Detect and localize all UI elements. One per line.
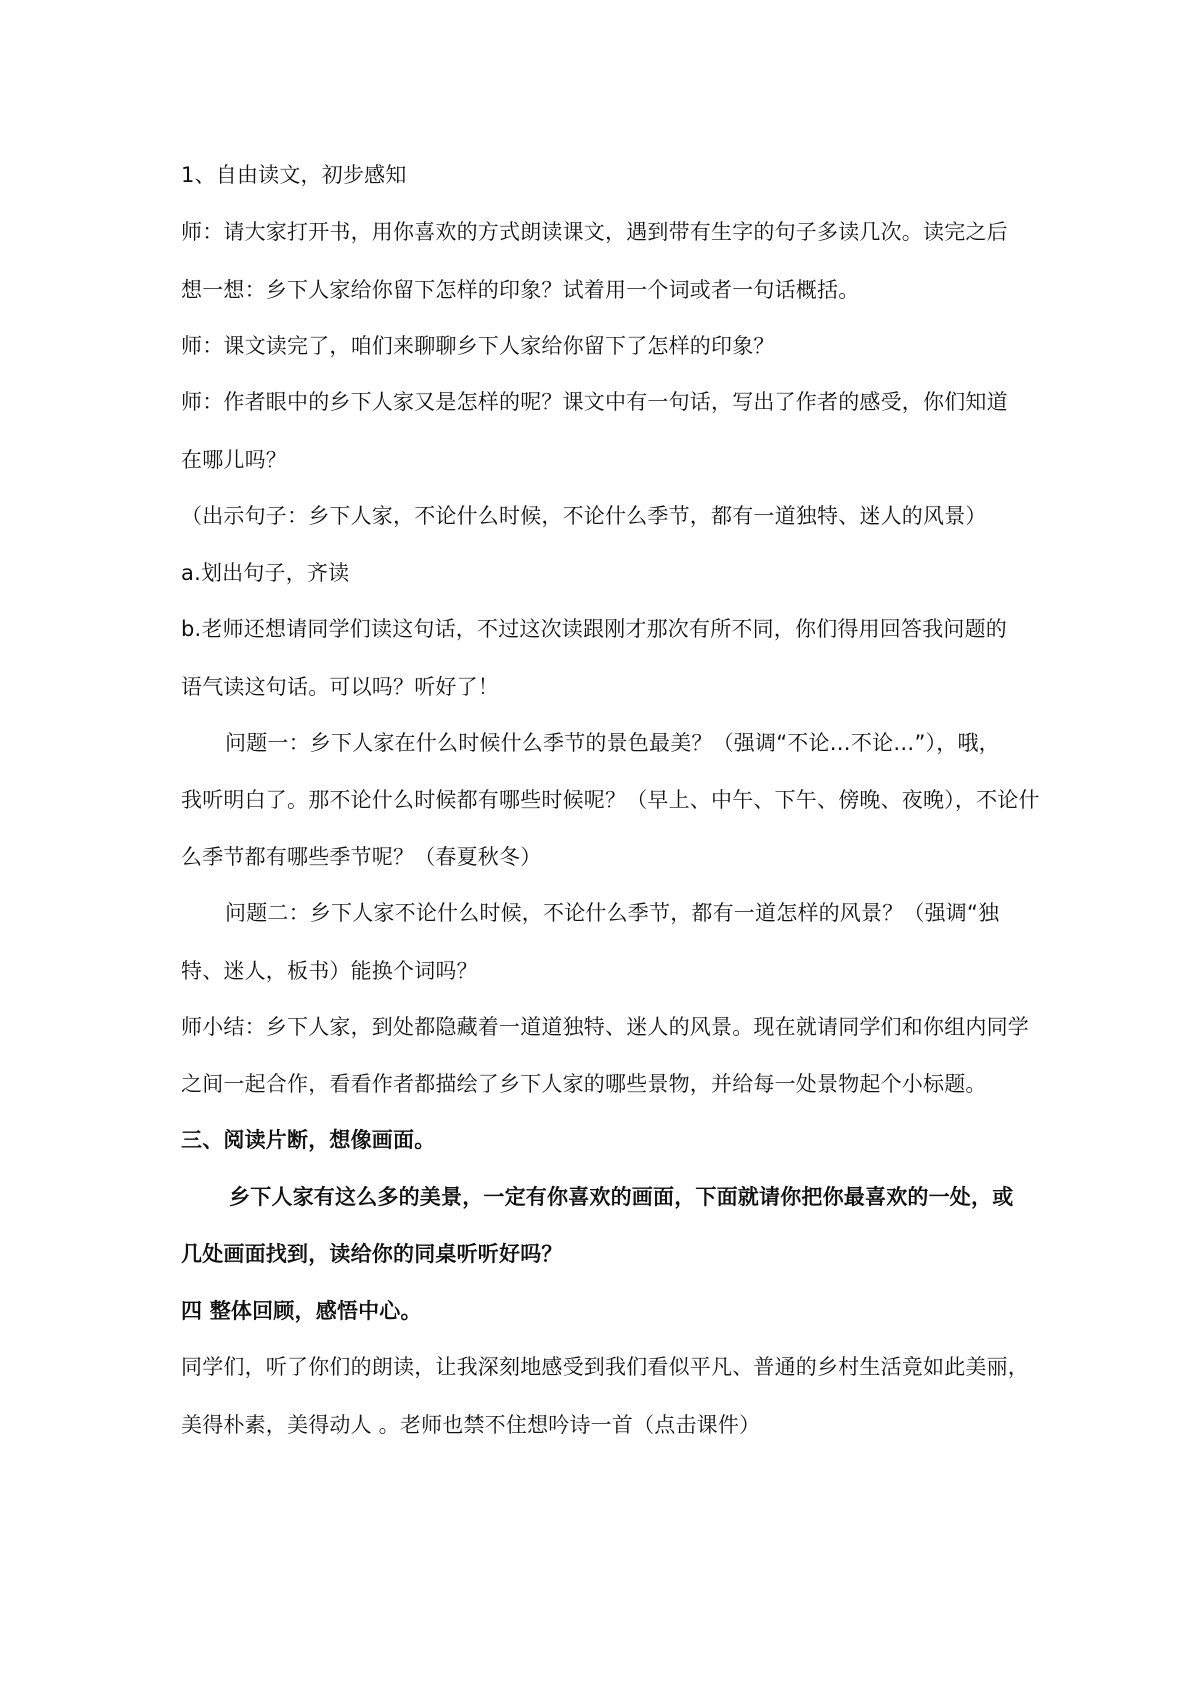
teacher-question-author-line-2: 在哪儿吗？ <box>181 448 287 472</box>
question-two-line-1: 问题二：乡下人家不论什么时候，不论什么季节，都有一道怎样的风景？（强调“独 <box>225 901 1000 925</box>
teacher-summary-line-1: 师小结：乡下人家，到处都隐藏着一道道独特、迷人的风景。现在就请同学们和你组内同学 <box>181 1015 1029 1039</box>
section-four-text-line-1: 同学们，听了你们的朗读，让我深刻地感受到我们看似平凡、普通的乡村生活竟如此美丽， <box>181 1355 1029 1379</box>
teacher-summary-line-2: 之间一起合作，看看作者都描绘了乡下人家的哪些景物，并给每一处景物起个小标题。 <box>181 1072 987 1096</box>
teacher-question-author-line-1: 师：作者眼中的乡下人家又是怎样的呢？课文中有一句话，写出了作者的感受，你们知道 <box>181 390 1008 414</box>
question-two-line-2: 特、迷人，板书）能换个词吗？ <box>181 959 478 983</box>
teacher-question-impression: 师：课文读完了，咱们来聊聊乡下人家给你留下了怎样的印象？ <box>181 334 775 358</box>
step-1-heading: 1、自由读文，初步感知 <box>181 163 407 187</box>
section-three-heading: 三、阅读片断，想像画面。 <box>181 1128 436 1152</box>
question-one-line-2: 我听明白了。那不论什么时候都有哪些时候呢？（早上、中午、下午、傍晚、夜晚），不论什 <box>181 788 1040 812</box>
teacher-instruction-line-1: 师：请大家打开书，用你喜欢的方式朗读课文，遇到带有生字的句子多读几次。读完之后 <box>181 220 1008 244</box>
section-four-heading: 四 整体回顾，感悟中心。 <box>181 1299 422 1323</box>
question-one-line-1: 问题一：乡下人家在什么时候什么季节的景色最美？（强调“不论…不论…”），哦， <box>225 731 1000 755</box>
teacher-instruction-line-2: 想一想：乡下人家给你留下怎样的印象？试着用一个词或者一句话概括。 <box>181 278 860 302</box>
question-one-line-3: 么季节都有哪些季节呢？（春夏秋冬） <box>181 845 542 869</box>
step-b-line-1: b.老师还想请同学们读这句话，不过这次读跟刚才那次有所不同，你们得用回答我问题的 <box>181 617 1008 641</box>
step-b-line-2: 语气读这句话。可以吗？听好了！ <box>181 675 499 699</box>
step-a: a.划出句子，齐读 <box>181 561 350 585</box>
shown-sentence: （出示句子：乡下人家，不论什么时候，不论什么季节，都有一道独特、迷人的风景） <box>181 504 987 528</box>
section-three-text-line-2: 几处画面找到，读给你的同桌听听好吗？ <box>181 1242 563 1266</box>
section-four-text-line-2: 美得朴素，美得动人 。老师也禁不住想吟诗一首（点击课件） <box>181 1413 761 1437</box>
section-three-text-line-1: 乡下人家有这么多的美景，一定有你喜欢的画面，下面就请你把你最喜欢的一处，或 <box>229 1185 1014 1209</box>
